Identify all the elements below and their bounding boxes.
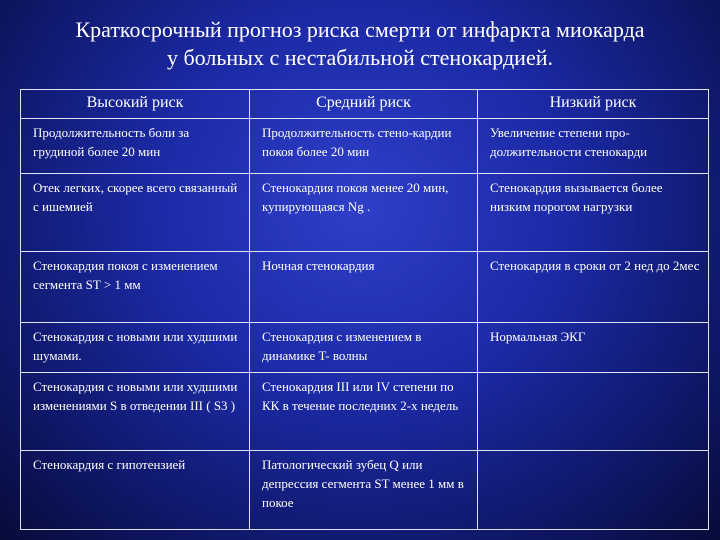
- high-risk-cell: Стенокардия покоя с изменением сегмента ST > 1 мм: [21, 252, 250, 323]
- medium-risk-cell: Стенокардия покоя менее 20 мин, купирующаяся Ng .: [250, 174, 478, 252]
- header-medium-risk: Средний риск: [250, 90, 478, 119]
- table-row: [21, 373, 709, 451]
- medium-risk-cell: Патологический зубец Q или депрессия сегмента ST менее 1 мм в покое: [250, 451, 478, 530]
- slide-title-line-2: у больных с нестабильной стенокардией.: [166, 45, 553, 70]
- medium-risk-cell: Ночная стенокардия: [250, 252, 478, 323]
- medium-risk-cell: Стенокардия III или IV степени по КК в течение последних 2-х недель: [250, 373, 478, 451]
- high-risk-cell: Стенокардия с новыми или худшими шумами.: [21, 323, 250, 373]
- table-header-row: [21, 90, 709, 119]
- header-low-risk: Низкий риск: [478, 90, 709, 119]
- slide-title-line-1: Краткосрочный прогноз риска смерти от инфаркта миокарда: [75, 17, 645, 42]
- table-row: [21, 119, 709, 174]
- high-risk-cell: Стенокардия с гипотензией: [21, 451, 250, 530]
- high-risk-cell: Стенокардия с новыми или худшими изменениями S в отведении III ( S3 ): [21, 373, 250, 451]
- header-high-risk: Высокий риск: [21, 90, 250, 119]
- low-risk-cell: Нормальная ЭКГ: [478, 323, 709, 373]
- table-row: [21, 252, 709, 323]
- medium-risk-cell: Продолжительность стено-кардии покоя более 20 мин: [250, 119, 478, 174]
- table-row: [21, 323, 709, 373]
- low-risk-cell: [478, 373, 709, 451]
- table-row: [21, 451, 709, 530]
- high-risk-cell: Отек легких, скорее всего связанный с ишемией: [21, 174, 250, 252]
- slide-title: [20, 16, 700, 72]
- risk-table: [20, 89, 709, 530]
- high-risk-cell: Продолжительность боли за грудиной более 20 мин: [21, 119, 250, 174]
- table-row: [21, 174, 709, 252]
- medium-risk-cell: Стенокардия с изменением в динамике T- волны: [250, 323, 478, 373]
- low-risk-cell: Стенокардия вызывается более низким порогом нагрузки: [478, 174, 709, 252]
- low-risk-cell: Стенокардия в сроки от 2 нед до 2мес: [478, 252, 709, 323]
- low-risk-cell: [478, 451, 709, 530]
- low-risk-cell: Увеличение степени про-должительности стенокарди: [478, 119, 709, 174]
